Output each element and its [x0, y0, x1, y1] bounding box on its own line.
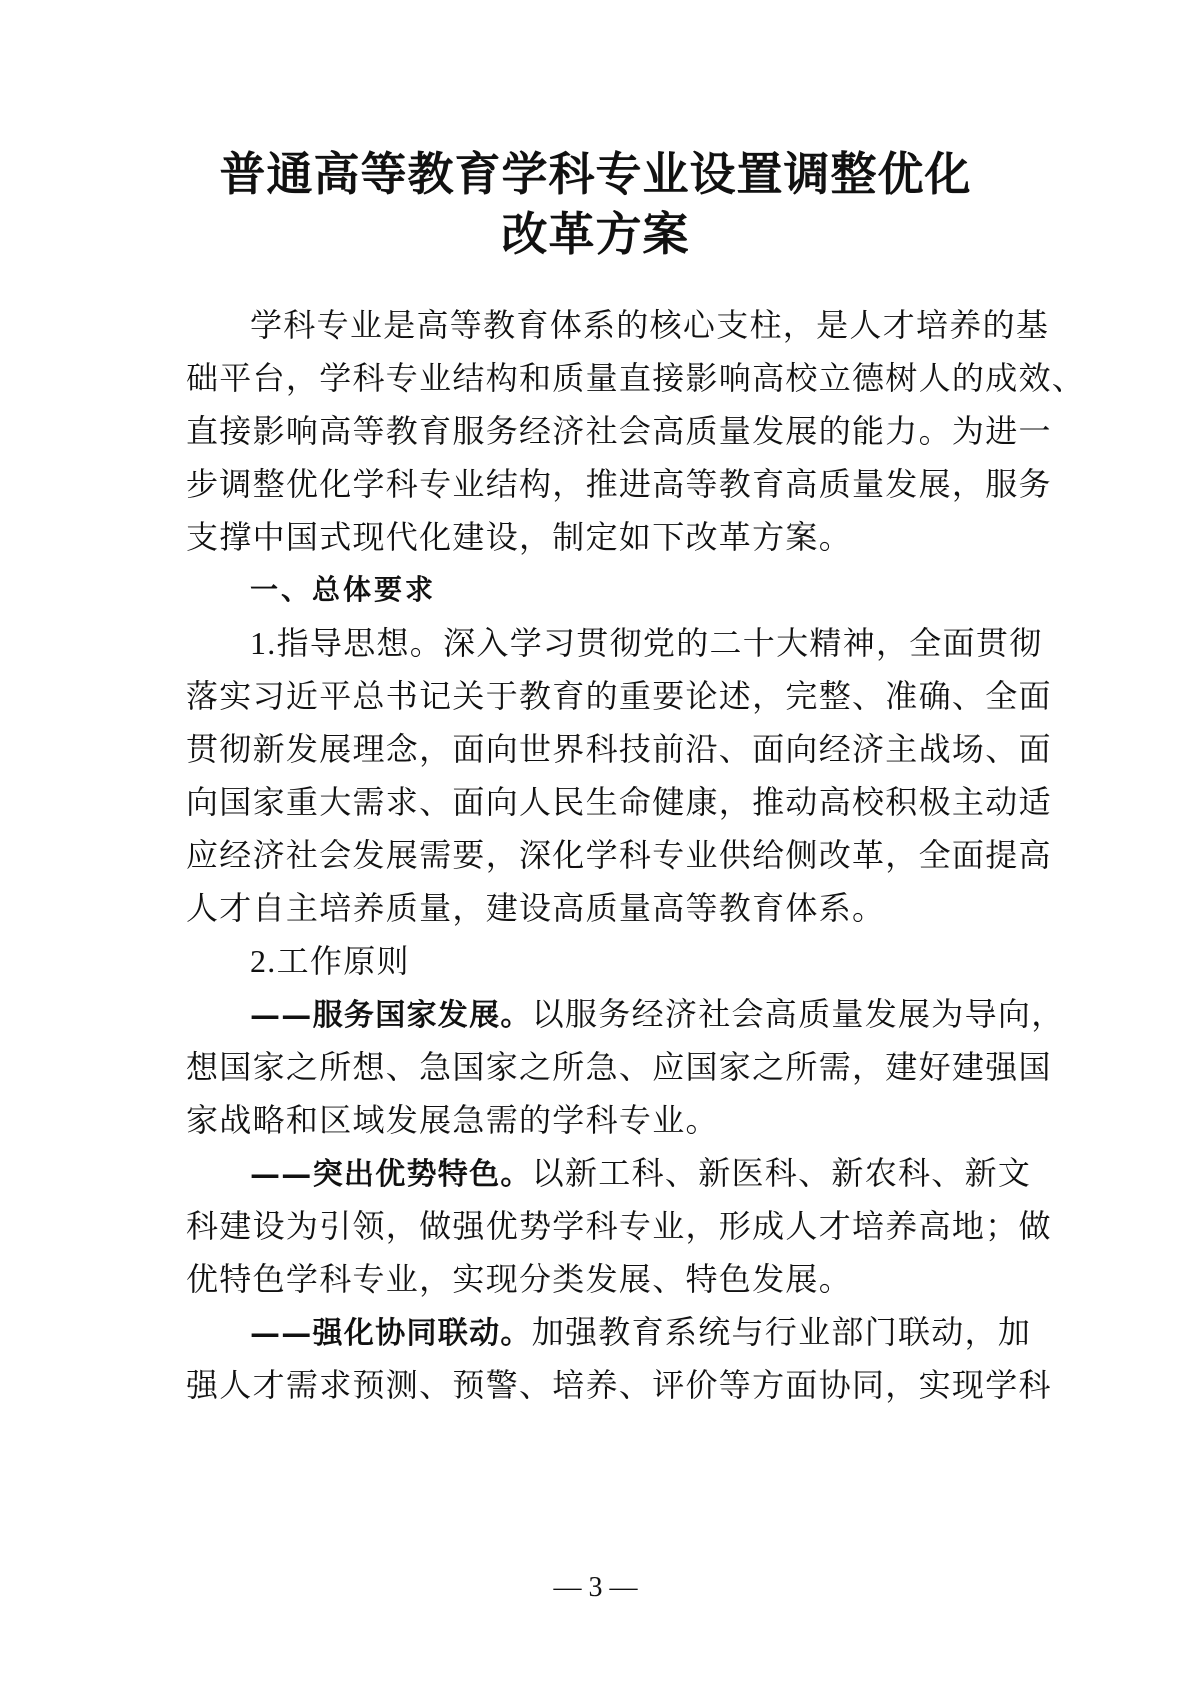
principle-2-line-3: 优特色学科专业，实现分类发展、特色发展。	[186, 1261, 853, 1297]
principle-3-text: 加强教育系统与行业部门联动，加	[531, 1314, 1032, 1350]
principle-2-text: 以新工科、新医科、新农科、新文	[531, 1155, 1032, 1191]
principle-3-line-2: 强人才需求预测、预警、培养、评价等方面协同，实现学科	[186, 1367, 1052, 1403]
guiding-line-1: 1.指导思想。深入学习贯彻党的二十大精神，全面贯彻	[250, 625, 1043, 661]
intro-line-2: 础平台，学科专业结构和质量直接影响高校立德树人的成效、	[186, 360, 1086, 396]
principle-1-line-1	[250, 985, 1065, 1043]
intro-line-5: 支撑中国式现代化建设，制定如下改革方案。	[186, 519, 853, 555]
principle-3-line-1	[250, 1303, 1032, 1361]
intro-line-3: 直接影响高等教育服务经济社会高质量发展的能力。为进一	[186, 413, 1052, 449]
principle-1-line-3: 家战略和区域发展急需的学科专业。	[186, 1102, 719, 1138]
principle-1-text: 以服务经济社会高质量发展为导向，	[531, 996, 1065, 1032]
document-title-line-1: 普通高等教育学科专业设置调整优化	[219, 147, 972, 201]
page-number: — 3 —	[553, 1572, 638, 1603]
intro-line-1: 学科专业是高等教育体系的核心支柱，是人才培养的基	[250, 307, 1050, 343]
guiding-line-5: 应经济社会发展需要，深化学科专业供给侧改革，全面提高	[186, 837, 1052, 873]
intro-line-4: 步调整优化学科专业结构，推进高等教育高质量发展，服务	[186, 466, 1052, 502]
guiding-line-4: 向国家重大需求、面向人民生命健康，推动高校积极主动适	[186, 784, 1052, 820]
principle-2-line-2: 科建设为引领，做强优势学科专业，形成人才培养高地；做	[186, 1208, 1052, 1244]
principle-3-title: ——强化协同联动。	[250, 1316, 532, 1351]
principle-2-line-1	[250, 1144, 1032, 1202]
document-title-line-2: 改革方案	[501, 207, 690, 261]
guiding-line-3: 贯彻新发展理念，面向世界科技前沿、面向经济主战场、面	[186, 731, 1052, 767]
principle-2-title: ——突出优势特色。	[250, 1157, 532, 1192]
section-heading-general-requirements: 一、总体要求	[250, 573, 437, 606]
principles-heading: 2.工作原则	[250, 943, 410, 979]
guiding-line-6: 人才自主培养质量，建设高质量高等教育体系。	[186, 890, 886, 926]
principle-1-line-2: 想国家之所想、急国家之所急、应国家之所需，建好建强国	[186, 1049, 1052, 1085]
principle-1-title: ——服务国家发展。	[250, 998, 532, 1033]
guiding-line-2: 落实习近平总书记关于教育的重要论述，完整、准确、全面	[186, 678, 1052, 714]
